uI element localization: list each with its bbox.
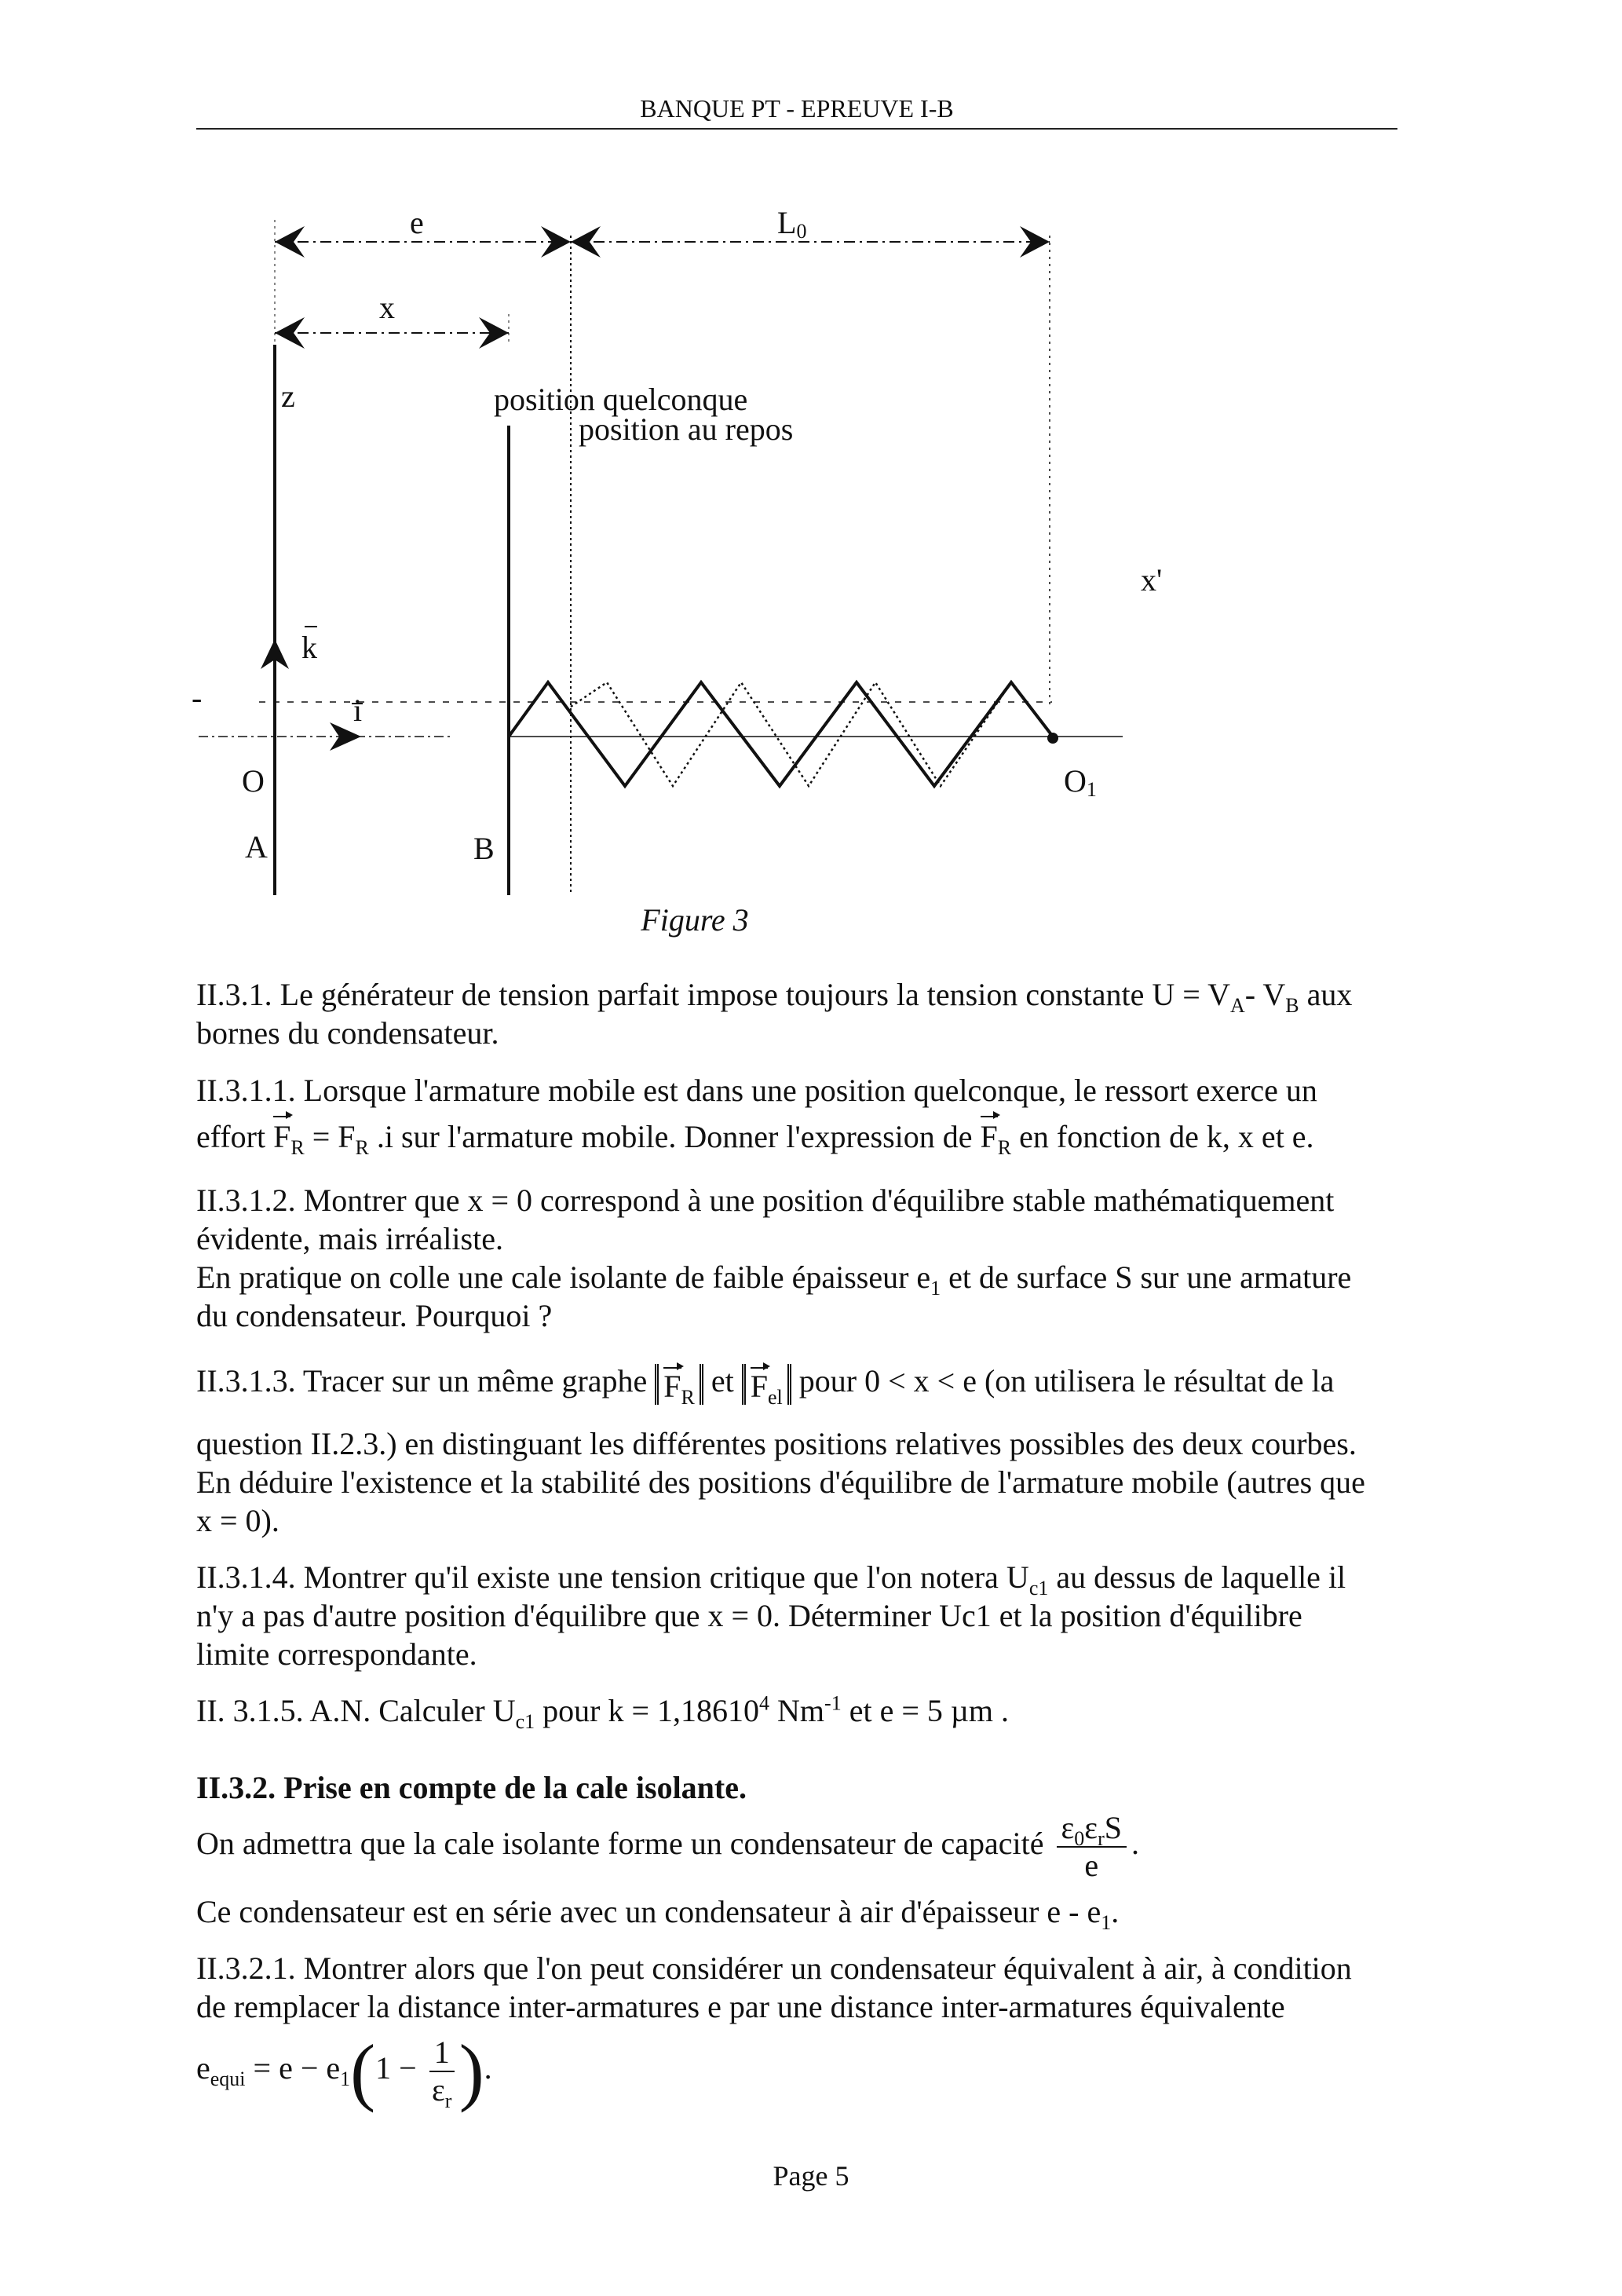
formula-e-equi: $e_{equi} = e - e_1(1$ − $\frac{1}{\varepsilon_r}$ ). [196,2029,492,2113]
para-II-3-2-1: II.3.2.1. Montrer alors que l'on peut considérer un condensateur équivalent à air, à condition de remplacer la distance inter-armatures e par une distance inter-armatures équivalente [196,1951,1352,2024]
label-L0: L0 [777,205,807,243]
arrow-right-icon [1020,226,1050,258]
O1-point [1047,733,1058,744]
label-k: k [301,630,317,665]
label-O: O [242,763,265,799]
para-II-3-1-3-cont: question II.2.3.) en distinguant les différentes positions relatives possibles des deux courbes. En déduire l'existence et la stabilité des positions d'équilibre de l'armature mobile (autres que x = 0). [196,1426,1365,1538]
para-II-3-1-4: II.3.1.4. Montrer qu'il existe une tension critique que l'on notera $U_{c1}$ au dessus de laquelle il n'y a pas d'autre position d'équilibre que x = 0. Déterminer Uc1 et la position d'équilibre limite correspondante. [196,1559,1346,1672]
para-II-3-1-1: II.3.1.1. Lorsque l'armature mobile est dans une position quelconque, le ressort exerce un effort $F_R = F_R$ .i sur l'armature mobile. Donner l'expression de $F_R$ en fonction de k, x et e. [196,1073,1317,1159]
arrow-right-icon [541,226,571,258]
para-II-3-1-2: II.3.1.2. Montrer que x = 0 correspond à une position d'équilibre stable mathématiquement évidente, mais irréaliste. En pratique on colle une cale isolante de faible épaisseur $e_1$ et de surface S sur une armature du condensateur. Pourquoi ? [196,1183,1352,1333]
spring-current-position [509,682,1053,786]
para-serie: Ce condensateur est en série avec un condensateur à air d'épaisseur e - $e_1$. [196,1894,1120,1934]
label-e: e [410,205,424,240]
page-header: BANQUE PT - EPREUVE I-B [640,94,954,122]
label-dash: - [192,680,203,715]
page-number: Page 5 [773,2160,849,2192]
para-capacite: On admettra que la cale isolante forme un condensateur de capacité $\frac{\varepsilon_0\varepsilon_rS}{e}$ . [196,1810,1140,1883]
para-II-3-1-3: II.3.1.3. Tracer sur un même graphe $F_R$ et $F_{el}$ pour 0 < x < e (on utilisera le résultat de la [196,1363,1335,1409]
figure-caption: Figure 3 [641,902,749,938]
label-A: A [245,829,268,865]
label-x: x [379,290,395,325]
label-z: z [281,378,295,414]
label-position-repos: position au repos [579,411,794,447]
label-x-prime: x' [1141,562,1163,598]
label-O1: O1 [1064,763,1097,801]
figure-3-diagram [0,0,1622,895]
label-position-quelconque: position quelconque [494,382,748,417]
section-heading-II-3-2: II.3.2. Prise en compte de la cale isolante. [196,1770,747,1805]
label-B: B [473,831,495,866]
label-i: i [353,693,363,728]
para-II-3-1: II.3.1. Le générateur de tension parfait impose toujours la tension constante $U = V_A-$ $V_B$ aux bornes du condensateur. [196,977,1353,1051]
para-II-3-1-5: II. 3.1.5. A.N. Calculer $U_{c1}$ pour $k = 1,18610^4$ $Nm^{-1}$ et e = 5 µm . [196,1691,1010,1733]
